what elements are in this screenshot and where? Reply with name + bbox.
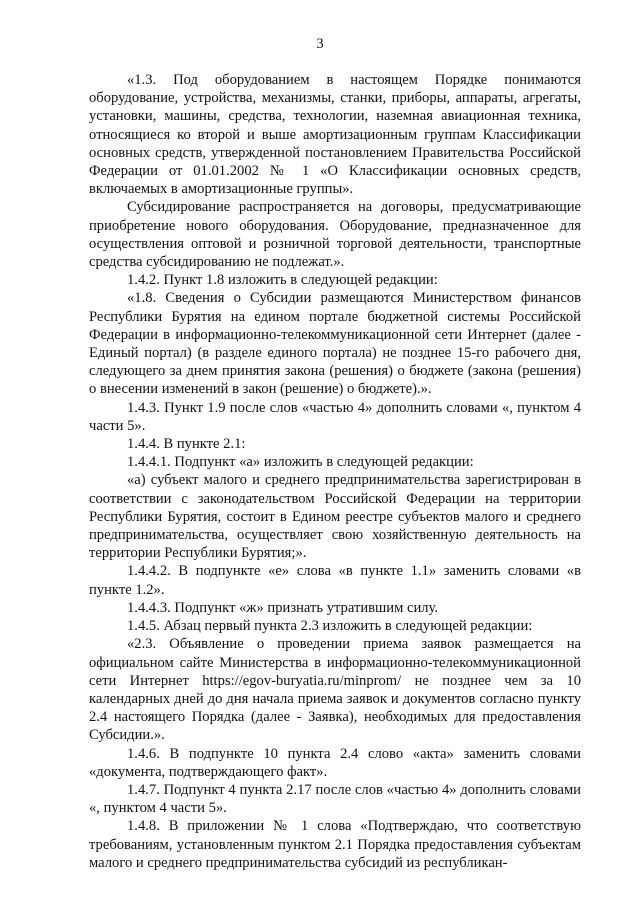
paragraph-subitem-a: «а) субъект малого и среднего предпринимательства зарегистрирован в соответствии с законодательством Российской Федерации на территории Республики Бурятия, состоит в Едином реестре субъектов малого и среднего предпринимательства, осуществляет свою хозяйственную деятельность на территории Республики Бурятия;». bbox=[89, 472, 581, 562]
paragraph-2-3: «2.3. Объявление о проведении приема заявок размещается на официальном сайте Министерства в информационно-телекоммуникационной сети Интернет https://egov-buryatia.ru/minprom/ не позднее чем за 10 календарных дней до дня начала приема заявок и документов согласно пункту 2.4 настоящего Порядка (далее - Заявка), необходимых для предоставления Субсидии.». bbox=[89, 636, 581, 744]
paragraph-1-4-4-3: 1.4.4.3. Подпункт «ж» признать утратившим силу. bbox=[127, 599, 439, 616]
paragraph-1-4-6: 1.4.6. В подпункте 10 пункта 2.4 слово «акта» заменить словами «документа, подтверждающего факт». bbox=[89, 745, 581, 780]
page-number: 3 bbox=[316, 36, 324, 52]
document-body bbox=[89, 71, 581, 872]
paragraph-1-4-3: 1.4.3. Пункт 1.9 после слов «частью 4» дополнить словами «, пунктом 4 части 5». bbox=[89, 399, 581, 434]
paragraph-1-4-8: 1.4.8. В приложении № 1 слова «Подтверждаю, что соответствую требованиям, установленным пунктом 2.1 Порядка предоставления субъектам малого и среднего предпринимательства субсидий из республикан- bbox=[89, 818, 581, 871]
paragraph-1-8: «1.8. Сведения о Субсидии размещаются Министерством финансов Республики Бурятия на едином портале бюджетной системы Российской Федерации в информационно-телекоммуникационной сети Интернет (далее - Единый портал) (в разделе единого портала) не позднее 15-го рабочего дня, следующего за днем принятия закона (решения) о бюджете (закона (решения) о внесении изменений в закон (решение) о бюджете).». bbox=[89, 290, 581, 398]
paragraph-1-4-7: 1.4.7. Подпункт 4 пункта 2.17 после слов «частью 4» дополнить словами «, пунктом 4 части 5». bbox=[89, 781, 581, 817]
paragraph-1-4-4-1: 1.4.4.1. Подпункт «а» изложить в следующей редакции: bbox=[127, 454, 474, 471]
paragraph-1-4-4: 1.4.4. В пункте 2.1: bbox=[127, 436, 246, 453]
paragraph-1-4-2: 1.4.2. Пункт 1.8 изложить в следующей редакции: bbox=[127, 272, 438, 289]
paragraph-1-4-4-2: 1.4.4.2. В подпункте «е» слова «в пункте 1.1» заменить словами «в пункте 1.2». bbox=[89, 563, 581, 598]
paragraph-1-3: «1.3. Под оборудованием в настоящем Порядке понимаются оборудование, устройства, механизмы, станки, приборы, аппараты, агрегаты, установки, машины, средства, технологии, наземная авиационная техника, относящиеся ко второй и выше амортизационным группам Классификации основных средств, утвержденной постановлением Правительства Российской Федерации от 01.01.2002 № 1 «О Классификации основных средств, включаемых в амортизационные группы». bbox=[89, 72, 581, 198]
paragraph-subsidy-scope: Субсидирование распространяется на договоры, предусматривающие приобретение нового оборудования. Оборудование, предназначенное для осуществления оптовой и розничной торговой деятельности, транспортные средства субсидированию не подлежат.». bbox=[89, 199, 581, 271]
paragraph-1-4-5: 1.4.5. Абзац первый пункта 2.3 изложить в следующей редакции: bbox=[127, 618, 533, 635]
